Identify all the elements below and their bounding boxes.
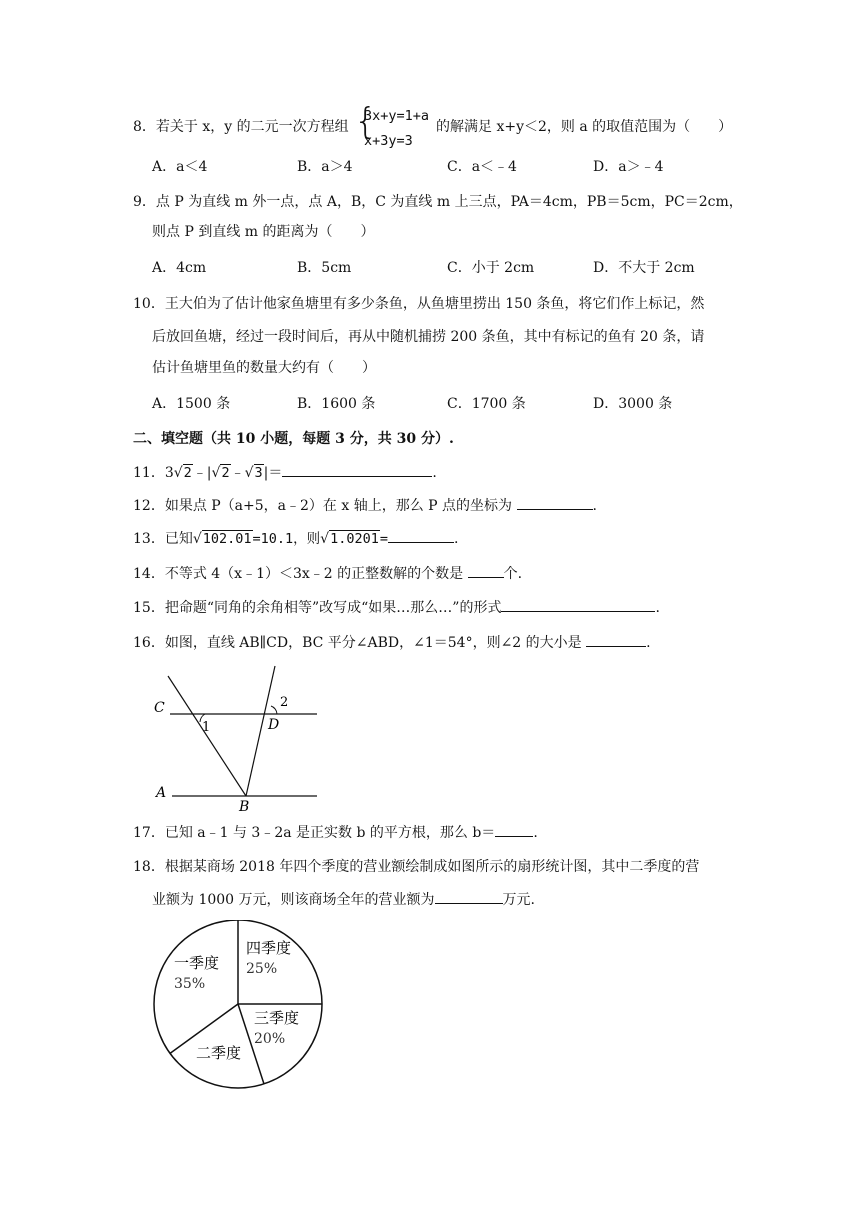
q11-answer-blank[interactable] bbox=[282, 462, 432, 477]
q13-radicand-2: 1.0201 bbox=[330, 531, 379, 547]
q11-sqrt-2: √2 bbox=[211, 465, 230, 481]
pie-label-q1: 一季度 bbox=[174, 954, 220, 972]
pie-label-q4: 四季度 bbox=[246, 939, 292, 957]
q17-answer-blank[interactable] bbox=[495, 822, 533, 837]
q10-line3: 估计鱼塘里鱼的数量大约有（ ） bbox=[152, 360, 376, 376]
q12-answer-blank[interactable] bbox=[517, 495, 593, 510]
q13-eq1: =10.1，则 bbox=[252, 531, 321, 547]
q11-coef: 3 bbox=[164, 465, 174, 481]
q16-figure bbox=[150, 660, 330, 815]
q15 bbox=[133, 597, 660, 618]
q12-tail: . bbox=[592, 498, 597, 514]
q15-tail: . bbox=[655, 600, 660, 616]
q8-suffix: 的解满足 x+y＜2，则 a 的取值范围为（ ） bbox=[436, 119, 733, 135]
q14-answer-blank[interactable] bbox=[468, 563, 504, 578]
q8-eq2: x+3y=3 bbox=[364, 133, 413, 149]
q11-radicand-2: 2 bbox=[221, 465, 230, 481]
q10-line1: 10．王大伯为了估计他家鱼塘里有多少条鱼，从鱼塘里捞出 150 条鱼，将它们作上标记，然 bbox=[133, 296, 705, 312]
q10-option-d[interactable]: D．3000 条 bbox=[593, 396, 673, 412]
q8-option-d[interactable]: D．a＞﹣4 bbox=[593, 159, 664, 175]
label-d: D bbox=[268, 717, 280, 733]
q18-line2 bbox=[152, 889, 535, 910]
q10-option-c[interactable]: C．1700 条 bbox=[447, 396, 526, 412]
q11 bbox=[133, 462, 437, 483]
q8-option-a[interactable]: A．a＜4 bbox=[152, 159, 208, 175]
q13-tail: . bbox=[454, 531, 459, 547]
q9-option-b[interactable]: B．5cm bbox=[297, 260, 352, 276]
q13-sqrt-1: √102.01 bbox=[192, 531, 252, 547]
q17-text: 17．已知 a﹣1 与 3﹣2a 是正实数 b 的平方根，那么 b＝ bbox=[133, 825, 496, 841]
q18-line2b: 万元. bbox=[502, 892, 535, 908]
q18-pie-chart bbox=[150, 920, 332, 1092]
q17-tail: . bbox=[533, 825, 538, 841]
pie-pct-q1: 35% bbox=[174, 976, 206, 992]
q13-answer-blank[interactable] bbox=[388, 528, 454, 543]
q15-answer-blank[interactable] bbox=[501, 597, 655, 612]
q9-line2: 则点 P 到直线 m 的距离为（ ） bbox=[152, 224, 375, 240]
q11-tail: . bbox=[432, 465, 437, 481]
q15-text: 15．把命题“同角的余角相等”改写成“如果…那么…”的形式 bbox=[133, 600, 502, 616]
q9-line1: 9．点 P 为直线 m 外一点，点 A，B，C 为直线 m 上三点，PA＝4cm，PB＝5cm，PC＝2cm， bbox=[133, 194, 743, 210]
q11-radicand-3: 3 bbox=[254, 465, 263, 481]
q8-prefix: 8．若关于 x，y 的二元一次方程组 bbox=[133, 119, 349, 135]
q14-tail: 个. bbox=[503, 566, 523, 582]
pie-pct-q3: 20% bbox=[254, 1031, 286, 1047]
section-2-heading: 二、填空题（共 10 小题，每题 3 分，共 30 分）. bbox=[133, 431, 454, 447]
q16-tail: . bbox=[646, 635, 651, 651]
q16 bbox=[133, 632, 651, 653]
q16-answer-blank[interactable] bbox=[586, 632, 646, 647]
q8-option-b[interactable]: B．a＞4 bbox=[297, 159, 353, 175]
q12-text: 12．如果点 P（a+5，a﹣2）在 x 轴上，那么 P 点的坐标为 bbox=[133, 498, 517, 514]
angle-2-arc bbox=[271, 706, 277, 714]
q11-num: 11． bbox=[133, 465, 165, 481]
line-cb bbox=[168, 676, 246, 796]
q17 bbox=[133, 822, 538, 843]
label-c: C bbox=[154, 700, 165, 716]
label-a: A bbox=[156, 785, 167, 801]
q13-radicand-1: 102.01 bbox=[202, 531, 252, 547]
q14-text: 14．不等式 4（x﹣1）＜3x﹣2 的正整数解的个数是 bbox=[133, 566, 468, 582]
q11-mid: ﹣| bbox=[192, 465, 212, 481]
q9-option-d[interactable]: D．不大于 2cm bbox=[593, 260, 695, 276]
pie-label-q2: 二季度 bbox=[196, 1044, 242, 1062]
label-angle-1: 1 bbox=[202, 720, 211, 735]
q14 bbox=[133, 563, 522, 584]
q9-option-a[interactable]: A．4cm bbox=[152, 260, 207, 276]
pie-label-q3: 三季度 bbox=[254, 1009, 300, 1027]
q10-line2: 后放回鱼塘，经过一段时间后，再从中随机捕捞 200 条鱼，其中有标记的鱼有 20 条，请 bbox=[152, 329, 705, 345]
q12 bbox=[133, 495, 597, 516]
q11-sqrt-3: √3 bbox=[244, 465, 263, 481]
q11-mid2: ﹣ bbox=[230, 465, 245, 481]
q10-option-b[interactable]: B．1600 条 bbox=[297, 396, 376, 412]
q18-line2a: 业额为 1000 万元，则该商场全年的营业额为 bbox=[152, 892, 435, 908]
label-b: B bbox=[239, 799, 250, 815]
q18-line1: 18．根据某商场 2018 年四个季度的营业额绘制成如图所示的扇形统计图，其中二季度的营 bbox=[133, 859, 700, 875]
q8-brace: { bbox=[354, 101, 377, 142]
q11-sqrt-1: √2 bbox=[173, 465, 192, 481]
label-angle-2: 2 bbox=[280, 695, 289, 710]
q11-radicand-1: 2 bbox=[183, 465, 192, 481]
q13-pre: 13．已知 bbox=[133, 531, 193, 547]
q11-end: |＝ bbox=[263, 465, 283, 481]
q16-text: 16．如图，直线 AB∥CD，BC 平分∠ABD，∠1＝54°，则∠2 的大小是 bbox=[133, 635, 587, 651]
q8-eq1: 3x+y=1+a bbox=[364, 108, 430, 124]
q18-answer-blank[interactable] bbox=[435, 889, 503, 904]
q8-option-c[interactable]: C．a＜﹣4 bbox=[447, 159, 517, 175]
q13-sqrt-2: √1.0201 bbox=[320, 531, 379, 547]
q13 bbox=[133, 528, 458, 549]
q13-eq2: = bbox=[379, 531, 389, 547]
q9-option-c[interactable]: C．小于 2cm bbox=[447, 260, 535, 276]
pie-pct-q4: 25% bbox=[246, 961, 278, 977]
q10-option-a[interactable]: A．1500 条 bbox=[152, 396, 231, 412]
